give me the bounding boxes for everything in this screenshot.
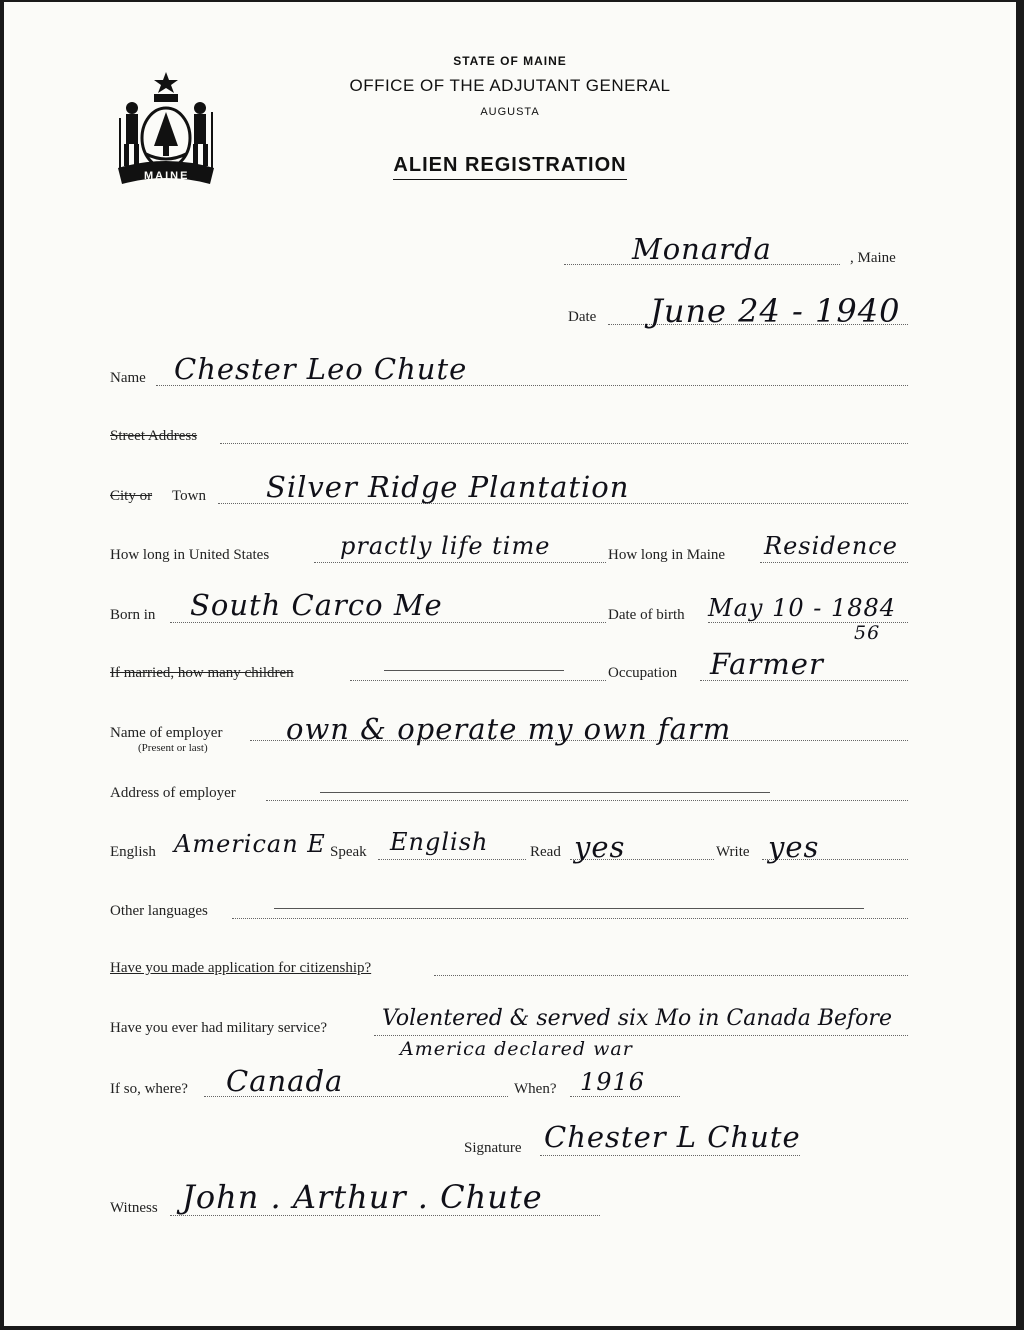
- other-languages-label: Other languages: [110, 903, 208, 919]
- citizenship-line: [434, 975, 908, 976]
- maine-duration-line: [760, 562, 908, 563]
- write-label: Write: [716, 844, 750, 860]
- seal-motto: MAINE: [144, 170, 190, 182]
- other-languages-dash: [274, 908, 864, 909]
- place-suffix: , Maine: [850, 250, 896, 266]
- form-title: [4, 154, 1016, 177]
- town-value: Silver Ridge Plantation: [266, 470, 630, 504]
- date-value: June 24 - 1940: [650, 292, 901, 330]
- signature-line: [540, 1155, 800, 1156]
- employer-address-label: Address of employer: [110, 785, 236, 801]
- name-label: Name: [110, 370, 146, 386]
- where-value: Canada: [226, 1064, 344, 1098]
- citizenship-label: [110, 960, 371, 977]
- speak-label: Speak: [330, 844, 367, 860]
- header-city: AUGUSTA: [480, 106, 540, 118]
- witness-label: Witness: [110, 1200, 158, 1216]
- maine-duration-label: How long in Maine: [608, 547, 726, 563]
- citizenship-label-text: Have you made application for citizenship?: [110, 960, 372, 976]
- date-label: Date: [568, 309, 597, 325]
- military-label: Have you ever had military service?: [110, 1020, 327, 1036]
- employer-address-line: [266, 800, 908, 801]
- military-value-line2: America declared war: [400, 1038, 633, 1060]
- employer-label: Name of employer: [110, 725, 223, 741]
- when-value: 1916: [580, 1068, 646, 1096]
- street-label: Street Address: [110, 428, 198, 444]
- street-line: [220, 443, 908, 444]
- read-label: Read: [530, 844, 561, 860]
- employer-address-dash: [320, 792, 770, 793]
- born-in-value: South Carco Me: [190, 588, 443, 622]
- dob-value: May 10 - 1884: [708, 594, 897, 622]
- us-duration-value: practly life time: [340, 532, 551, 560]
- us-duration-line: [314, 562, 606, 563]
- english-value: American E: [174, 830, 326, 858]
- read-value: yes: [574, 830, 626, 864]
- name-value: Chester Leo Chute: [174, 352, 468, 386]
- when-line: [570, 1096, 680, 1097]
- us-duration-label: How long in United States: [110, 547, 270, 563]
- speak-line: [378, 859, 526, 860]
- signature-label: Signature: [464, 1140, 522, 1156]
- children-dash: [384, 670, 564, 671]
- military-value: Volentered & served six Mo in Canada Before: [382, 1006, 892, 1031]
- where-label: If so, where?: [110, 1081, 188, 1097]
- employer-value: own & operate my own farm: [286, 712, 732, 746]
- when-label: When?: [514, 1081, 557, 1097]
- form-title-text: ALIEN REGISTRATION: [393, 154, 626, 180]
- signature-value: Chester L Chute: [544, 1120, 801, 1154]
- header-office: OFFICE OF THE ADJUTANT GENERAL: [349, 76, 671, 95]
- header-state: STATE OF MAINE: [453, 54, 567, 68]
- born-in-label: Born in: [110, 607, 156, 623]
- town-label: Town: [172, 488, 206, 504]
- military-line: [374, 1035, 908, 1036]
- witness-value: John . Arthur . Chute: [182, 1178, 543, 1216]
- children-line: [350, 680, 606, 681]
- place-value: Monarda: [632, 232, 772, 266]
- other-languages-line: [232, 918, 908, 919]
- maine-duration-value: Residence: [764, 532, 898, 560]
- town-label-struck: City or: [110, 488, 153, 504]
- dob-annotation: 56: [854, 622, 881, 644]
- employer-sublabel: (Present or last): [138, 742, 208, 754]
- occupation-value: Farmer: [710, 647, 824, 681]
- born-in-line: [170, 622, 606, 623]
- write-value: yes: [768, 830, 820, 864]
- english-label: English: [110, 844, 156, 860]
- registration-form: [4, 2, 1016, 1326]
- dob-label: Date of birth: [608, 607, 685, 623]
- occupation-label: Occupation: [608, 665, 678, 681]
- children-label: If married, how many children: [110, 665, 294, 681]
- speak-value: English: [390, 828, 489, 856]
